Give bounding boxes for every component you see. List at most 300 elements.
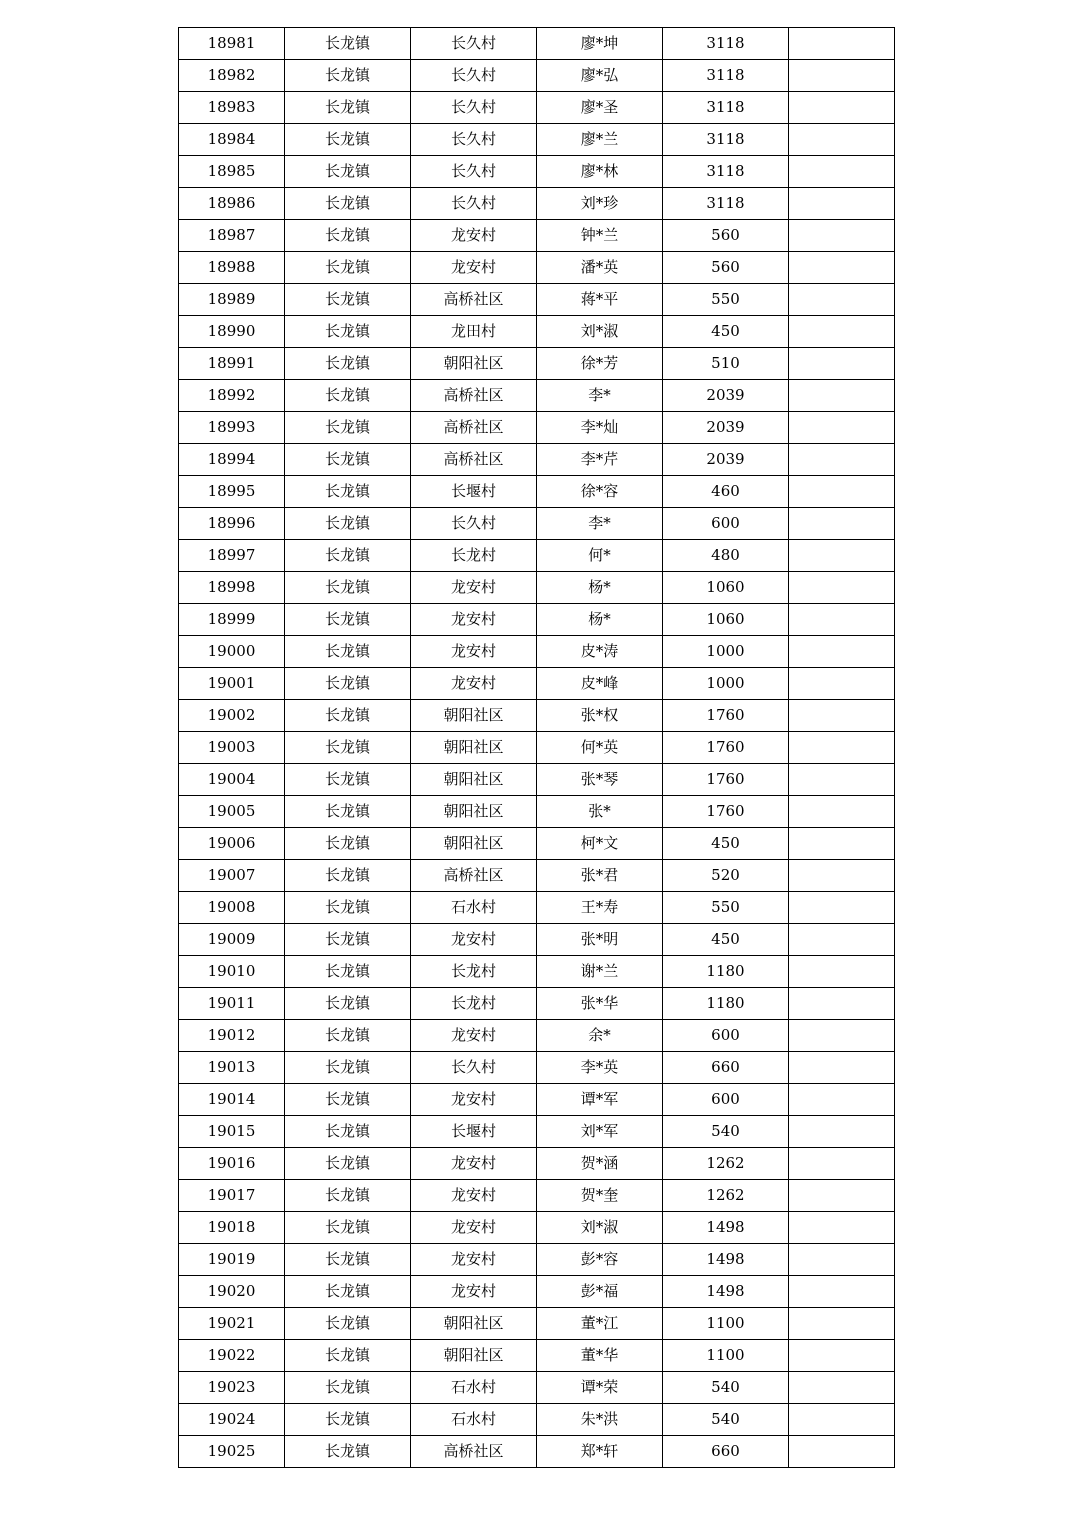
town-cell: 长龙镇 xyxy=(285,1148,411,1180)
row-number-cell: 18989 xyxy=(179,284,285,316)
amount-cell: 600 xyxy=(663,1084,789,1116)
town-cell: 长龙镇 xyxy=(285,1180,411,1212)
amount-cell: 1262 xyxy=(663,1180,789,1212)
village-cell: 龙安村 xyxy=(411,668,537,700)
name-cell: 董*华 xyxy=(537,1340,663,1372)
village-cell: 龙安村 xyxy=(411,1084,537,1116)
row-number-cell: 19002 xyxy=(179,700,285,732)
amount-cell: 540 xyxy=(663,1372,789,1404)
table-row xyxy=(179,60,895,92)
row-number-cell: 18993 xyxy=(179,412,285,444)
remark-cell xyxy=(789,1372,895,1404)
table-row xyxy=(179,1276,895,1308)
amount-cell: 1000 xyxy=(663,668,789,700)
village-cell: 石水村 xyxy=(411,892,537,924)
village-cell: 龙安村 xyxy=(411,636,537,668)
row-number-cell: 18997 xyxy=(179,540,285,572)
remark-cell xyxy=(789,924,895,956)
village-cell: 高桥社区 xyxy=(411,1436,537,1468)
table-row xyxy=(179,476,895,508)
village-cell: 长堰村 xyxy=(411,1116,537,1148)
row-number-cell: 19012 xyxy=(179,1020,285,1052)
remark-cell xyxy=(789,316,895,348)
table-row xyxy=(179,956,895,988)
remark-cell xyxy=(789,1436,895,1468)
name-cell: 张*明 xyxy=(537,924,663,956)
village-cell: 朝阳社区 xyxy=(411,764,537,796)
town-cell: 长龙镇 xyxy=(285,540,411,572)
village-cell: 朝阳社区 xyxy=(411,348,537,380)
row-number-cell: 19008 xyxy=(179,892,285,924)
name-cell: 廖*坤 xyxy=(537,28,663,60)
town-cell: 长龙镇 xyxy=(285,28,411,60)
remark-cell xyxy=(789,188,895,220)
remark-cell xyxy=(789,1020,895,1052)
name-cell: 谭*军 xyxy=(537,1084,663,1116)
name-cell: 郑*轩 xyxy=(537,1436,663,1468)
row-number-cell: 19010 xyxy=(179,956,285,988)
town-cell: 长龙镇 xyxy=(285,188,411,220)
village-cell: 龙安村 xyxy=(411,220,537,252)
remark-cell xyxy=(789,1276,895,1308)
town-cell: 长龙镇 xyxy=(285,412,411,444)
amount-cell: 1100 xyxy=(663,1308,789,1340)
table-row xyxy=(179,188,895,220)
town-cell: 长龙镇 xyxy=(285,796,411,828)
remark-cell xyxy=(789,860,895,892)
village-cell: 长龙村 xyxy=(411,988,537,1020)
table-row xyxy=(179,124,895,156)
amount-cell: 3118 xyxy=(663,28,789,60)
village-cell: 长久村 xyxy=(411,124,537,156)
amount-cell: 3118 xyxy=(663,124,789,156)
village-cell: 高桥社区 xyxy=(411,444,537,476)
amount-cell: 550 xyxy=(663,284,789,316)
town-cell: 长龙镇 xyxy=(285,1436,411,1468)
table-row xyxy=(179,1020,895,1052)
town-cell: 长龙镇 xyxy=(285,1244,411,1276)
name-cell: 皮*涛 xyxy=(537,636,663,668)
village-cell: 长久村 xyxy=(411,1052,537,1084)
village-cell: 长久村 xyxy=(411,92,537,124)
name-cell: 何*英 xyxy=(537,732,663,764)
row-number-cell: 19009 xyxy=(179,924,285,956)
row-number-cell: 19024 xyxy=(179,1404,285,1436)
table-row xyxy=(179,1308,895,1340)
remark-cell xyxy=(789,1180,895,1212)
table-row xyxy=(179,1244,895,1276)
name-cell: 贺*奎 xyxy=(537,1180,663,1212)
name-cell: 刘*淑 xyxy=(537,1212,663,1244)
remark-cell xyxy=(789,700,895,732)
village-cell: 高桥社区 xyxy=(411,284,537,316)
amount-cell: 1262 xyxy=(663,1148,789,1180)
town-cell: 长龙镇 xyxy=(285,988,411,1020)
amount-cell: 1760 xyxy=(663,796,789,828)
remark-cell xyxy=(789,636,895,668)
table-row xyxy=(179,508,895,540)
village-cell: 长久村 xyxy=(411,188,537,220)
table-row xyxy=(179,828,895,860)
town-cell: 长龙镇 xyxy=(285,1116,411,1148)
village-cell: 龙安村 xyxy=(411,1148,537,1180)
village-cell: 长久村 xyxy=(411,156,537,188)
row-number-cell: 18992 xyxy=(179,380,285,412)
village-cell: 高桥社区 xyxy=(411,860,537,892)
town-cell: 长龙镇 xyxy=(285,476,411,508)
name-cell: 张*权 xyxy=(537,700,663,732)
remark-cell xyxy=(789,1084,895,1116)
table-row xyxy=(179,636,895,668)
remark-cell xyxy=(789,764,895,796)
amount-cell: 1060 xyxy=(663,604,789,636)
town-cell: 长龙镇 xyxy=(285,1020,411,1052)
table-row xyxy=(179,668,895,700)
remark-cell xyxy=(789,252,895,284)
name-cell: 朱*洪 xyxy=(537,1404,663,1436)
row-number-cell: 19017 xyxy=(179,1180,285,1212)
table-row xyxy=(179,764,895,796)
name-cell: 徐*芳 xyxy=(537,348,663,380)
village-cell: 长龙村 xyxy=(411,540,537,572)
remark-cell xyxy=(789,1244,895,1276)
row-number-cell: 19018 xyxy=(179,1212,285,1244)
village-cell: 长久村 xyxy=(411,60,537,92)
row-number-cell: 18987 xyxy=(179,220,285,252)
table-row xyxy=(179,1340,895,1372)
name-cell: 何* xyxy=(537,540,663,572)
remark-cell xyxy=(789,284,895,316)
name-cell: 廖*圣 xyxy=(537,92,663,124)
name-cell: 刘*军 xyxy=(537,1116,663,1148)
town-cell: 长龙镇 xyxy=(285,924,411,956)
amount-cell: 450 xyxy=(663,924,789,956)
remark-cell xyxy=(789,988,895,1020)
row-number-cell: 18990 xyxy=(179,316,285,348)
amount-cell: 1180 xyxy=(663,956,789,988)
name-cell: 张*华 xyxy=(537,988,663,1020)
town-cell: 长龙镇 xyxy=(285,636,411,668)
table-row xyxy=(179,732,895,764)
table-row xyxy=(179,1052,895,1084)
amount-cell: 560 xyxy=(663,220,789,252)
town-cell: 长龙镇 xyxy=(285,1084,411,1116)
name-cell: 李* xyxy=(537,380,663,412)
remark-cell xyxy=(789,1308,895,1340)
row-number-cell: 19003 xyxy=(179,732,285,764)
remark-cell xyxy=(789,476,895,508)
row-number-cell: 18991 xyxy=(179,348,285,380)
name-cell: 王*寿 xyxy=(537,892,663,924)
amount-cell: 2039 xyxy=(663,444,789,476)
table-row xyxy=(179,572,895,604)
town-cell: 长龙镇 xyxy=(285,156,411,188)
remark-cell xyxy=(789,1212,895,1244)
amount-cell: 480 xyxy=(663,540,789,572)
name-cell: 徐*容 xyxy=(537,476,663,508)
table-row xyxy=(179,796,895,828)
village-cell: 朝阳社区 xyxy=(411,700,537,732)
village-cell: 长久村 xyxy=(411,508,537,540)
table-body xyxy=(179,28,895,1468)
amount-cell: 3118 xyxy=(663,92,789,124)
village-cell: 高桥社区 xyxy=(411,380,537,412)
remark-cell xyxy=(789,412,895,444)
table-row xyxy=(179,1436,895,1468)
name-cell: 张*君 xyxy=(537,860,663,892)
table-row xyxy=(179,1116,895,1148)
name-cell: 张* xyxy=(537,796,663,828)
remark-cell xyxy=(789,1052,895,1084)
remark-cell xyxy=(789,1340,895,1372)
village-cell: 龙安村 xyxy=(411,572,537,604)
row-number-cell: 19025 xyxy=(179,1436,285,1468)
amount-cell: 1180 xyxy=(663,988,789,1020)
town-cell: 长龙镇 xyxy=(285,1404,411,1436)
town-cell: 长龙镇 xyxy=(285,732,411,764)
village-cell: 朝阳社区 xyxy=(411,732,537,764)
name-cell: 贺*涵 xyxy=(537,1148,663,1180)
name-cell: 廖*弘 xyxy=(537,60,663,92)
town-cell: 长龙镇 xyxy=(285,60,411,92)
name-cell: 廖*兰 xyxy=(537,124,663,156)
remark-cell xyxy=(789,124,895,156)
town-cell: 长龙镇 xyxy=(285,284,411,316)
amount-cell: 1060 xyxy=(663,572,789,604)
row-number-cell: 19016 xyxy=(179,1148,285,1180)
village-cell: 朝阳社区 xyxy=(411,1340,537,1372)
town-cell: 长龙镇 xyxy=(285,1276,411,1308)
row-number-cell: 19005 xyxy=(179,796,285,828)
village-cell: 龙安村 xyxy=(411,1276,537,1308)
remark-cell xyxy=(789,156,895,188)
remark-cell xyxy=(789,508,895,540)
name-cell: 钟*兰 xyxy=(537,220,663,252)
row-number-cell: 19015 xyxy=(179,1116,285,1148)
table-row xyxy=(179,892,895,924)
name-cell: 刘*淑 xyxy=(537,316,663,348)
town-cell: 长龙镇 xyxy=(285,252,411,284)
table-row xyxy=(179,348,895,380)
name-cell: 杨* xyxy=(537,604,663,636)
village-cell: 高桥社区 xyxy=(411,412,537,444)
village-cell: 朝阳社区 xyxy=(411,1308,537,1340)
row-number-cell: 18995 xyxy=(179,476,285,508)
row-number-cell: 19022 xyxy=(179,1340,285,1372)
remark-cell xyxy=(789,28,895,60)
remark-cell xyxy=(789,892,895,924)
amount-cell: 1100 xyxy=(663,1340,789,1372)
village-cell: 朝阳社区 xyxy=(411,828,537,860)
amount-cell: 2039 xyxy=(663,380,789,412)
remark-cell xyxy=(789,796,895,828)
table-row xyxy=(179,1084,895,1116)
row-number-cell: 18982 xyxy=(179,60,285,92)
row-number-cell: 19021 xyxy=(179,1308,285,1340)
name-cell: 廖*林 xyxy=(537,156,663,188)
remark-cell xyxy=(789,1404,895,1436)
name-cell: 谭*荣 xyxy=(537,1372,663,1404)
table-row xyxy=(179,252,895,284)
amount-cell: 600 xyxy=(663,508,789,540)
data-table xyxy=(178,27,895,1468)
town-cell: 长龙镇 xyxy=(285,892,411,924)
table-row xyxy=(179,316,895,348)
amount-cell: 540 xyxy=(663,1116,789,1148)
amount-cell: 2039 xyxy=(663,412,789,444)
amount-cell: 510 xyxy=(663,348,789,380)
table-row xyxy=(179,1212,895,1244)
town-cell: 长龙镇 xyxy=(285,1308,411,1340)
table-row xyxy=(179,700,895,732)
remark-cell xyxy=(789,348,895,380)
table-row xyxy=(179,92,895,124)
remark-cell xyxy=(789,828,895,860)
amount-cell: 1760 xyxy=(663,700,789,732)
town-cell: 长龙镇 xyxy=(285,220,411,252)
table-row xyxy=(179,988,895,1020)
amount-cell: 3118 xyxy=(663,60,789,92)
village-cell: 长龙村 xyxy=(411,956,537,988)
village-cell: 龙安村 xyxy=(411,1212,537,1244)
row-number-cell: 18984 xyxy=(179,124,285,156)
town-cell: 长龙镇 xyxy=(285,1340,411,1372)
town-cell: 长龙镇 xyxy=(285,444,411,476)
remark-cell xyxy=(789,540,895,572)
row-number-cell: 18998 xyxy=(179,572,285,604)
table-row xyxy=(179,412,895,444)
town-cell: 长龙镇 xyxy=(285,604,411,636)
amount-cell: 660 xyxy=(663,1052,789,1084)
village-cell: 龙安村 xyxy=(411,1244,537,1276)
table-row xyxy=(179,540,895,572)
remark-cell xyxy=(789,444,895,476)
town-cell: 长龙镇 xyxy=(285,860,411,892)
amount-cell: 600 xyxy=(663,1020,789,1052)
name-cell: 董*江 xyxy=(537,1308,663,1340)
town-cell: 长龙镇 xyxy=(285,92,411,124)
amount-cell: 660 xyxy=(663,1436,789,1468)
name-cell: 李*英 xyxy=(537,1052,663,1084)
remark-cell xyxy=(789,380,895,412)
row-number-cell: 19001 xyxy=(179,668,285,700)
amount-cell: 450 xyxy=(663,828,789,860)
remark-cell xyxy=(789,732,895,764)
name-cell: 李*芹 xyxy=(537,444,663,476)
table-row xyxy=(179,1404,895,1436)
row-number-cell: 18996 xyxy=(179,508,285,540)
remark-cell xyxy=(789,220,895,252)
remark-cell xyxy=(789,956,895,988)
row-number-cell: 19000 xyxy=(179,636,285,668)
amount-cell: 450 xyxy=(663,316,789,348)
town-cell: 长龙镇 xyxy=(285,1372,411,1404)
village-cell: 长堰村 xyxy=(411,476,537,508)
village-cell: 石水村 xyxy=(411,1372,537,1404)
table-row xyxy=(179,156,895,188)
row-number-cell: 19007 xyxy=(179,860,285,892)
amount-cell: 3118 xyxy=(663,156,789,188)
table-row xyxy=(179,860,895,892)
town-cell: 长龙镇 xyxy=(285,380,411,412)
town-cell: 长龙镇 xyxy=(285,508,411,540)
amount-cell: 520 xyxy=(663,860,789,892)
table-row xyxy=(179,924,895,956)
table-row xyxy=(179,1148,895,1180)
name-cell: 皮*峰 xyxy=(537,668,663,700)
town-cell: 长龙镇 xyxy=(285,956,411,988)
amount-cell: 1498 xyxy=(663,1212,789,1244)
table-row xyxy=(179,1372,895,1404)
remark-cell xyxy=(789,1148,895,1180)
village-cell: 长久村 xyxy=(411,28,537,60)
name-cell: 柯*文 xyxy=(537,828,663,860)
table-row xyxy=(179,220,895,252)
amount-cell: 1760 xyxy=(663,732,789,764)
row-number-cell: 19020 xyxy=(179,1276,285,1308)
table-row xyxy=(179,284,895,316)
village-cell: 石水村 xyxy=(411,1404,537,1436)
village-cell: 龙安村 xyxy=(411,604,537,636)
remark-cell xyxy=(789,604,895,636)
table-row xyxy=(179,604,895,636)
row-number-cell: 18988 xyxy=(179,252,285,284)
town-cell: 长龙镇 xyxy=(285,316,411,348)
row-number-cell: 18986 xyxy=(179,188,285,220)
amount-cell: 1498 xyxy=(663,1276,789,1308)
village-cell: 朝阳社区 xyxy=(411,796,537,828)
row-number-cell: 19023 xyxy=(179,1372,285,1404)
town-cell: 长龙镇 xyxy=(285,572,411,604)
row-number-cell: 19006 xyxy=(179,828,285,860)
amount-cell: 560 xyxy=(663,252,789,284)
table-row xyxy=(179,380,895,412)
name-cell: 彭*福 xyxy=(537,1276,663,1308)
village-cell: 龙安村 xyxy=(411,1020,537,1052)
remark-cell xyxy=(789,60,895,92)
name-cell: 余* xyxy=(537,1020,663,1052)
town-cell: 长龙镇 xyxy=(285,1052,411,1084)
town-cell: 长龙镇 xyxy=(285,700,411,732)
village-cell: 龙安村 xyxy=(411,924,537,956)
row-number-cell: 18999 xyxy=(179,604,285,636)
town-cell: 长龙镇 xyxy=(285,1212,411,1244)
name-cell: 蒋*平 xyxy=(537,284,663,316)
amount-cell: 1498 xyxy=(663,1244,789,1276)
name-cell: 彭*容 xyxy=(537,1244,663,1276)
row-number-cell: 18994 xyxy=(179,444,285,476)
village-cell: 龙田村 xyxy=(411,316,537,348)
row-number-cell: 19013 xyxy=(179,1052,285,1084)
row-number-cell: 19014 xyxy=(179,1084,285,1116)
row-number-cell: 18983 xyxy=(179,92,285,124)
town-cell: 长龙镇 xyxy=(285,124,411,156)
village-cell: 龙安村 xyxy=(411,252,537,284)
amount-cell: 460 xyxy=(663,476,789,508)
town-cell: 长龙镇 xyxy=(285,764,411,796)
row-number-cell: 19019 xyxy=(179,1244,285,1276)
remark-cell xyxy=(789,572,895,604)
row-number-cell: 18985 xyxy=(179,156,285,188)
amount-cell: 550 xyxy=(663,892,789,924)
remark-cell xyxy=(789,92,895,124)
name-cell: 刘*珍 xyxy=(537,188,663,220)
village-cell: 龙安村 xyxy=(411,1180,537,1212)
table-row xyxy=(179,444,895,476)
amount-cell: 1760 xyxy=(663,764,789,796)
row-number-cell: 19004 xyxy=(179,764,285,796)
amount-cell: 1000 xyxy=(663,636,789,668)
